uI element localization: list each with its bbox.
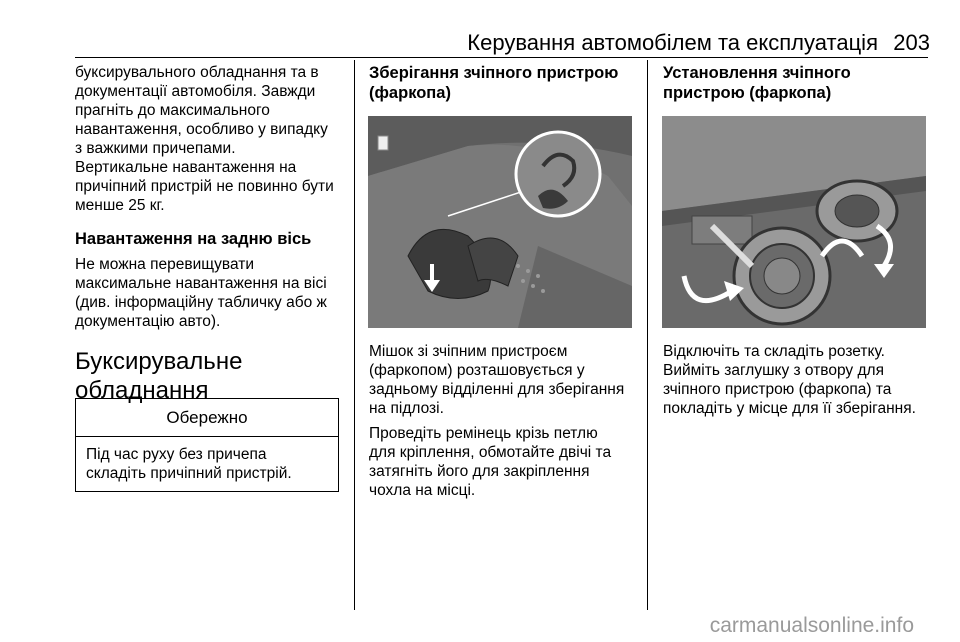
text-line: Під час руху без причепа [86, 446, 267, 463]
towing-equipment-heading [75, 347, 343, 405]
text-line: на підлозі. [369, 400, 444, 417]
text-line: документації автомобіля. Завжди [75, 83, 316, 100]
column-2 [369, 63, 632, 103]
installation-text [663, 342, 928, 418]
page-number: 203 [893, 30, 930, 55]
text-line: зчіпного пристрою (фаркопа) та [663, 381, 892, 398]
text-line: прагніть до максимального [75, 102, 270, 119]
caution-box [75, 398, 339, 492]
text-line: навантаження, особливо у випадку [75, 121, 328, 138]
text-line: Мішок зі зчіпним пристроєм [369, 343, 568, 360]
text-line: покладіть у місце для її зберігання. [663, 400, 916, 417]
text-line: чохла на місці. [369, 482, 476, 499]
text-line: буксирувального обладнання та в [75, 64, 319, 81]
storage-paragraph-1 [369, 342, 632, 418]
text-line: затягніть його для закріплення [369, 463, 590, 480]
heading-line: обладнання [75, 377, 209, 404]
heading-line: Установлення зчіпного [663, 64, 851, 82]
text-line: задньому відділенні для зберігання [369, 381, 625, 398]
watermark: carmanualsonline.info [709, 614, 914, 637]
text-line: з важкими причепами. [75, 140, 236, 157]
text-line: (фаркопом) розташовується у [369, 362, 585, 379]
column-divider-1 [354, 60, 355, 610]
column-divider-2 [647, 60, 648, 610]
installation-paragraph [663, 342, 928, 418]
storage-illustration [368, 116, 632, 328]
text-line: Вийміть заглушку з отвору для [663, 362, 884, 379]
installation-heading [663, 63, 928, 103]
text-line: документацію авто). [75, 313, 221, 330]
heading-line: Зберігання зчіпного пристрою [369, 64, 619, 82]
rear-axle-heading: Навантаження на задню вісь [75, 230, 312, 248]
text-line: Проведіть ремінець крізь петлю [369, 425, 598, 442]
cargo-area-drawing [368, 116, 632, 328]
header-rule [75, 57, 928, 58]
column-1 [75, 63, 343, 405]
caution-title: Обережно [76, 399, 338, 437]
column-3 [663, 63, 928, 103]
rear-axle-paragraph [75, 255, 343, 331]
installation-illustration [662, 116, 926, 328]
heading-line: (фаркопа) [369, 84, 451, 102]
running-header-title: Керування автомобілем та експлуатація [467, 30, 878, 55]
text-line: складіть причіпний пристрій. [86, 465, 292, 482]
text-line: для кріплення, обмотайте двічі та [369, 444, 612, 461]
text-line: менше 25 кг. [75, 197, 165, 214]
text-line: (див. інформаційну табличку або ж [75, 294, 327, 311]
text-line: причіпний пристрій не повинно бути [75, 178, 334, 195]
intro-paragraph [75, 63, 343, 215]
heading-line: пристрою (фаркопа) [663, 84, 832, 102]
caution-text [76, 437, 338, 483]
text-line: максимальне навантаження на вісі [75, 275, 327, 292]
storage-text [369, 342, 632, 500]
storage-heading [369, 63, 632, 103]
text-line: Вертикальне навантаження на [75, 159, 297, 176]
text-line: Не можна перевищувати [75, 256, 254, 273]
heading-line: Буксирувальне [75, 348, 243, 375]
text-line: Відключіть та складіть розетку. [663, 343, 885, 360]
towbar-socket-drawing [662, 116, 926, 328]
storage-paragraph-2 [369, 424, 632, 500]
